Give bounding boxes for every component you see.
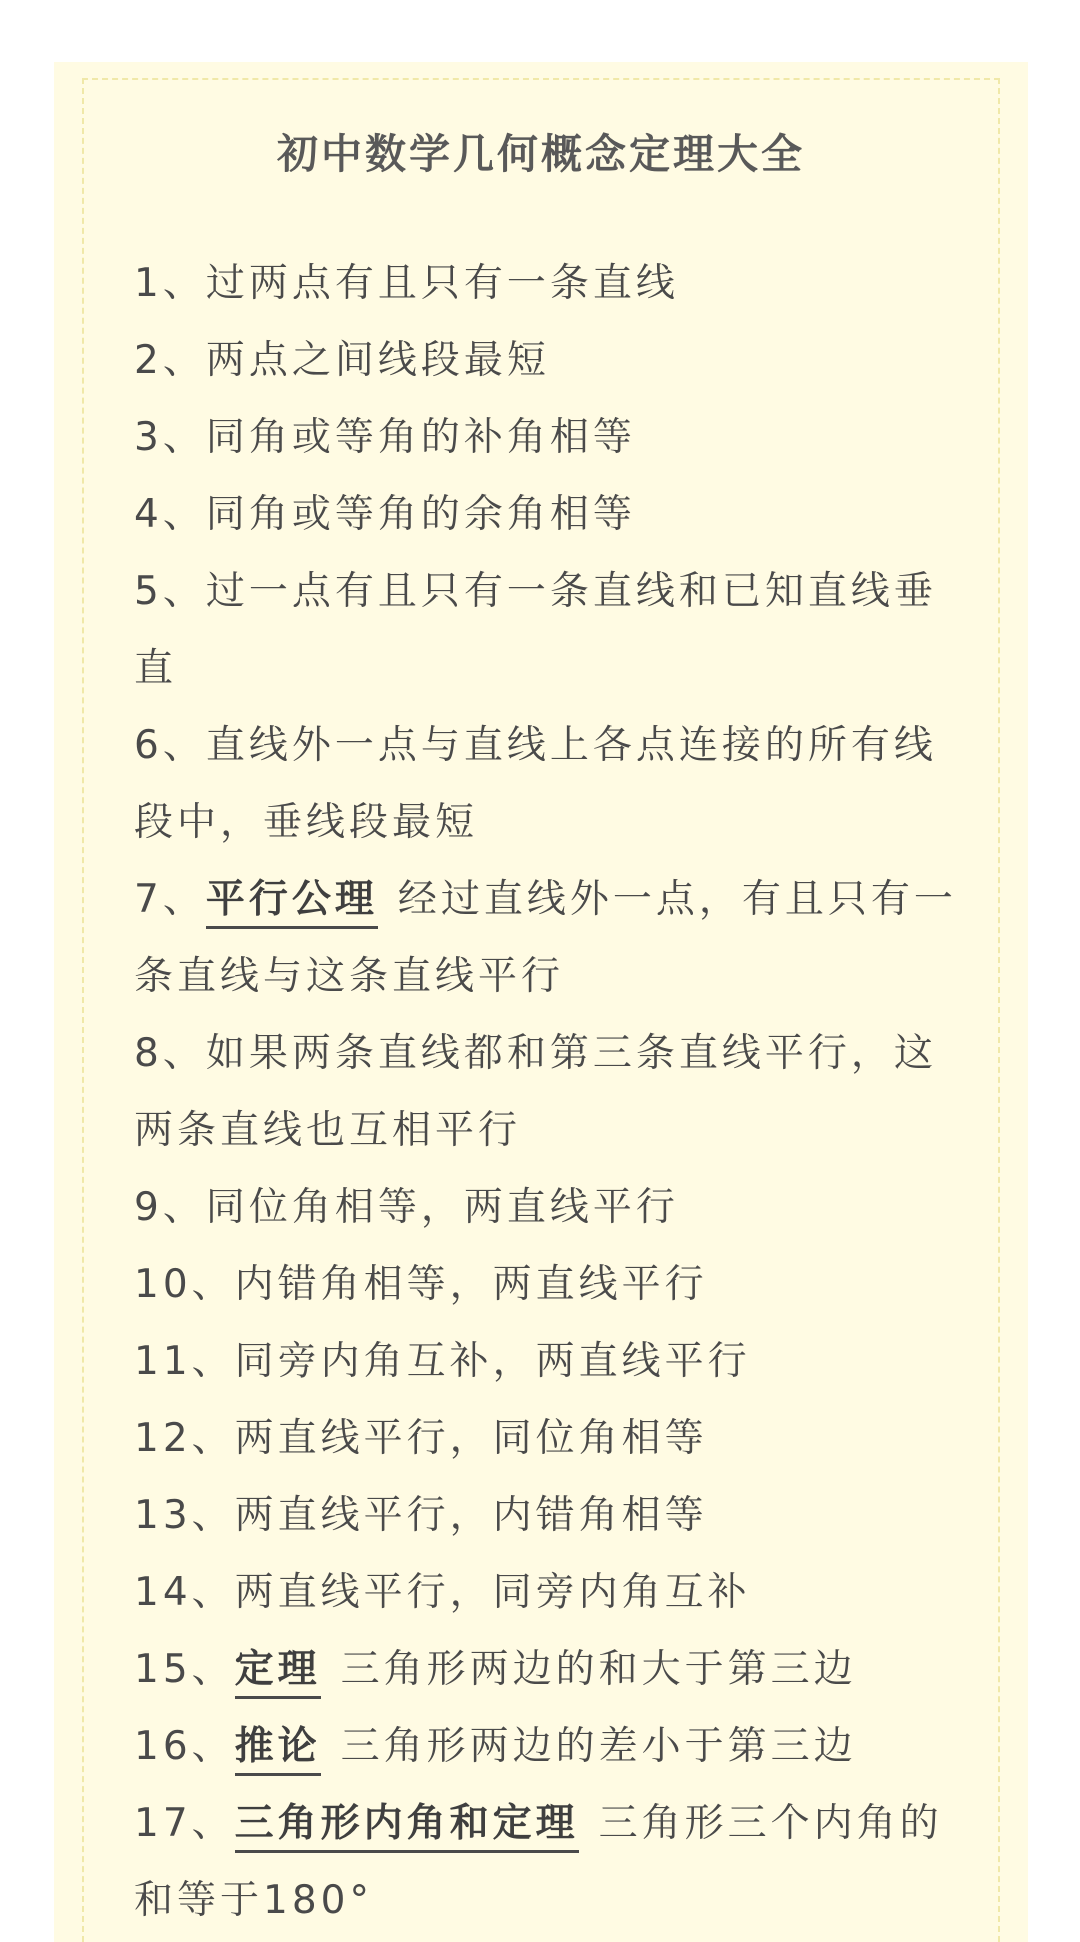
theorem-item	[134, 399, 960, 476]
item-number: 5、	[134, 569, 206, 614]
item-text: 同角或等角的余角相等	[205, 492, 636, 537]
item-text: 三角形两边的差小于第三边	[340, 1724, 857, 1769]
theorem-term: 推论	[235, 1724, 321, 1776]
item-number: 2、	[134, 338, 206, 383]
document-title: 初中数学几何概念定理大全	[277, 130, 805, 178]
item-number: 8、	[134, 1031, 206, 1076]
theorem-item	[134, 1554, 960, 1631]
theorem-item	[134, 1785, 960, 1939]
item-text: 两点之间线段最短	[205, 338, 550, 383]
item-text: 两直线平行，同位角相等	[234, 1416, 708, 1461]
item-text: 同角或等角的补角相等	[205, 415, 636, 460]
item-number: 15、	[134, 1647, 235, 1692]
theorem-item	[134, 861, 960, 1015]
item-text: 同位角相等，两直线平行	[205, 1185, 679, 1230]
theorem-term: 定理	[235, 1647, 321, 1699]
item-text: 如果两条直线都和第三条直线平行，这两条直线也互相平行	[134, 1031, 937, 1153]
item-number: 12、	[134, 1416, 235, 1461]
item-number: 13、	[134, 1493, 235, 1538]
item-text: 两直线平行，同旁内角互补	[234, 1570, 751, 1615]
item-number: 14、	[134, 1570, 235, 1615]
theorem-item	[134, 1246, 960, 1323]
item-number: 1、	[134, 261, 206, 306]
theorem-item	[134, 1323, 960, 1400]
item-text: 过两点有且只有一条直线	[205, 261, 679, 306]
theorem-list	[134, 245, 960, 1939]
item-number: 10、	[134, 1262, 235, 1307]
item-number: 3、	[134, 415, 206, 460]
item-number: 7、	[134, 877, 206, 922]
theorem-term: 平行公理	[206, 877, 378, 929]
item-text: 内错角相等，两直线平行	[234, 1262, 708, 1307]
theorem-item	[134, 245, 960, 322]
theorem-item	[134, 1708, 960, 1785]
theorem-item	[134, 1400, 960, 1477]
item-number: 17、	[134, 1801, 235, 1846]
theorem-term: 三角形内角和定理	[235, 1801, 579, 1853]
dashed-frame	[82, 78, 1000, 1942]
theorem-item	[134, 1015, 960, 1169]
document-card	[54, 62, 1028, 1942]
item-text: 三角形三个内角的和等于180°	[134, 1801, 943, 1923]
item-text: 两直线平行，内错角相等	[234, 1493, 708, 1538]
theorem-item	[134, 1477, 960, 1554]
item-text: 三角形两边的和大于第三边	[340, 1647, 857, 1692]
item-text: 直线外一点与直线上各点连接的所有线段中，垂线段最短	[134, 723, 937, 845]
item-text: 过一点有且只有一条直线和已知直线垂直	[134, 569, 937, 691]
theorem-item	[134, 553, 960, 707]
item-number: 4、	[134, 492, 206, 537]
item-text: 经过直线外一点，有且只有一条直线与这条直线平行	[134, 877, 957, 999]
item-text: 同旁内角互补，两直线平行	[234, 1339, 751, 1384]
theorem-item	[134, 1169, 960, 1246]
item-number: 16、	[134, 1724, 235, 1769]
theorem-item	[134, 707, 960, 861]
item-number: 6、	[134, 723, 206, 768]
theorem-item	[134, 476, 960, 553]
theorem-item	[134, 1631, 960, 1708]
theorem-item	[134, 322, 960, 399]
item-number: 11、	[134, 1339, 235, 1384]
item-number: 9、	[134, 1185, 206, 1230]
